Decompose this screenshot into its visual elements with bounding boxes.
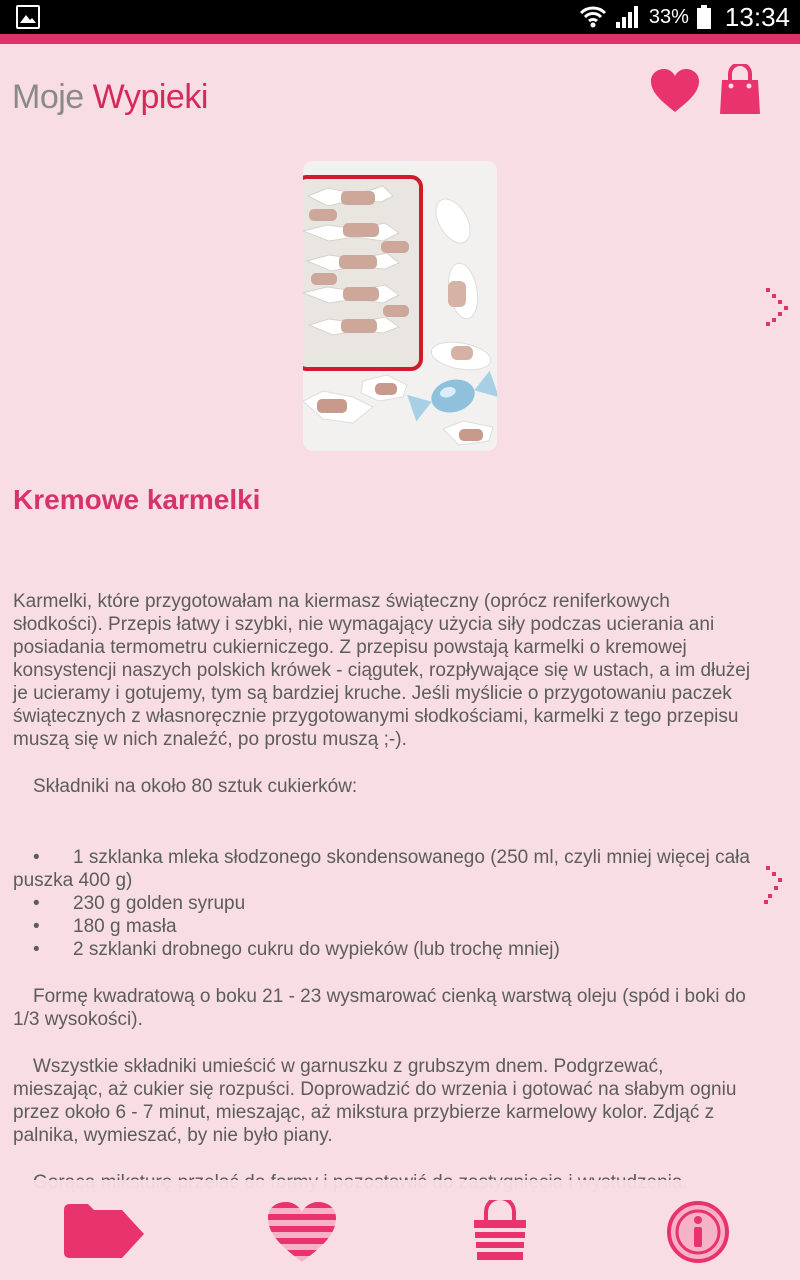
shopping-bag-icon[interactable] xyxy=(718,64,762,116)
app-header xyxy=(0,44,800,144)
recipe-step: Formę kwadratową o boku 21 - 23 wysmarować cienką warstwą oleju (spód i boki do 1/3 wysokości). xyxy=(13,986,746,1030)
favorites-heart-icon[interactable] xyxy=(266,1200,338,1264)
battery-percentage: 33% xyxy=(648,5,689,28)
app-logo xyxy=(12,78,208,117)
recipe-content xyxy=(13,590,758,1218)
ingredient-item: • 180 g masła xyxy=(33,916,177,937)
logo-moje: Moje xyxy=(12,78,84,116)
gallery-icon xyxy=(16,5,40,29)
ingredient-item: • 2 szklanki drobnego cukru do wypieków (lub trochę mniej) xyxy=(33,939,560,960)
battery-icon xyxy=(697,5,711,29)
recipe-intro: Karmelki, które przygotowałam na kiermasz świąteczny (oprócz reniferkowych słodkości). Przepis łatwy i szybki, nie wymagający użycia siły podczas ucierania ani posiadania termometru cukierniczego. Z przepisu powstają karmelki o kremowej konsystencji naszych polskich krówek - ciągutek, rozpływające się w ustach, a im dłużej je ucieramy i gotujemy, tym są bardziej kruche. Jeśli myślicie o przygotowaniu paczek świątecznych z własnoręcznie przygotowanymi słodkościami, karmelki z tego przepisu muszą się w nich znaleźć, po prostu muszą ;-). xyxy=(13,591,751,750)
wifi-icon xyxy=(579,5,607,29)
folder-icon[interactable] xyxy=(62,1200,146,1260)
ingredients-list xyxy=(13,846,758,961)
status-bar xyxy=(0,0,800,34)
next-arrow-icon[interactable] xyxy=(760,286,790,326)
heart-icon[interactable] xyxy=(650,68,700,114)
basket-icon[interactable] xyxy=(470,1200,530,1264)
bottom-navigation xyxy=(0,1180,800,1280)
accent-line xyxy=(0,34,800,44)
logo-wypieki: Wypieki xyxy=(92,78,208,116)
ingredient-item: • 1 szklanka mleka słodzonego skondensowanego (250 ml, czyli mniej więcej cała puszka 400 g) xyxy=(13,847,750,891)
recipe-step: Wszystkie składniki umieścić w garnuszku z grubszym dnem. Podgrzewać, mieszając, aż cukier się rozpuści. Doprowadzić do wrzenia i gotować na słabym ogniu przez około 6 - 7 minut, mieszając, aż mikstura przybierze karmelowy kolor. Zdjąć z palnika, wymieszać, by nie było piany. xyxy=(13,1056,737,1146)
next-arrow-icon-secondary[interactable] xyxy=(760,864,790,904)
ingredients-title: Składniki na około 80 sztuk cukierków: xyxy=(33,776,358,797)
recipe-photo xyxy=(303,161,497,451)
clock: 13:34 xyxy=(724,1,790,32)
ingredient-item: • 230 g golden syrupu xyxy=(33,893,246,914)
info-icon[interactable] xyxy=(666,1200,730,1264)
signal-icon xyxy=(615,5,641,29)
recipe-title: Kremowe karmelki xyxy=(13,484,261,515)
